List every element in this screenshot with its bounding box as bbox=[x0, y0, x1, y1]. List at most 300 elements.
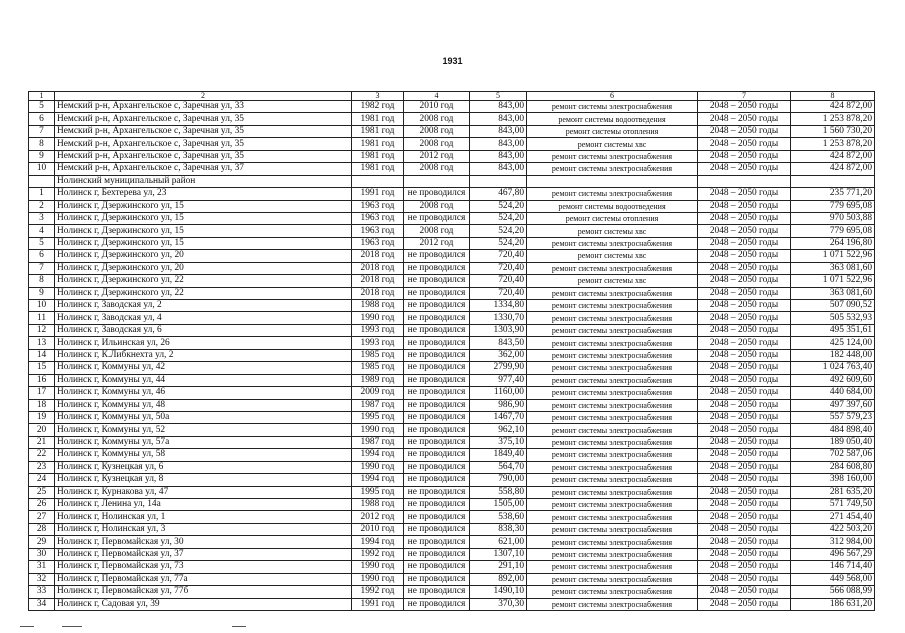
table-row bbox=[29, 125, 875, 137]
work-type-cell: ремонт системы электроснабжения bbox=[527, 337, 698, 349]
row-number: 22 bbox=[29, 449, 55, 461]
table-row bbox=[29, 486, 875, 498]
table-row bbox=[29, 598, 875, 610]
address-cell: Нолинск г, Дзержинского ул, 15 bbox=[55, 212, 352, 224]
row-number: 26 bbox=[29, 499, 55, 511]
area-cell: 370,30 bbox=[470, 598, 527, 610]
period-cell: 2048 – 2050 годы bbox=[698, 138, 791, 150]
work-type-cell: ремонт системы электроснабжения bbox=[527, 237, 698, 249]
work-type-cell: ремонт системы электроснабжения bbox=[527, 362, 698, 374]
cost-cell: 424 872,00 bbox=[791, 163, 875, 175]
address-cell: Нолинск г, Коммуны ул, 58 bbox=[55, 449, 352, 461]
row-number: 27 bbox=[29, 511, 55, 523]
area-cell: 524,20 bbox=[470, 200, 527, 212]
row-number: 18 bbox=[29, 399, 55, 411]
row-number: 17 bbox=[29, 387, 55, 399]
last-repair-cell: не проводился bbox=[404, 287, 470, 299]
table-row bbox=[29, 138, 875, 150]
built-year-cell: 1981 год bbox=[352, 125, 404, 137]
address-cell: Немский р-н, Архангельское с, Заречная ул, 33 bbox=[55, 101, 352, 113]
table-row bbox=[29, 175, 875, 187]
work-type-cell: ремонт системы отопления bbox=[527, 125, 698, 137]
period-cell: 2048 – 2050 годы bbox=[698, 548, 791, 560]
address-cell: Нолинск г, Первомайская ул, 77а bbox=[55, 573, 352, 585]
table-row bbox=[29, 349, 875, 361]
last-repair-cell: не проводился bbox=[404, 511, 470, 523]
area-cell: 524,20 bbox=[470, 225, 527, 237]
row-number: 5 bbox=[29, 237, 55, 249]
row-number: 14 bbox=[29, 349, 55, 361]
table-row bbox=[29, 188, 875, 200]
work-type-cell: ремонт системы электроснабжения bbox=[527, 548, 698, 560]
table-row bbox=[29, 101, 875, 113]
built-year-cell: 1989 год bbox=[352, 374, 404, 386]
area-cell bbox=[470, 175, 527, 187]
area-cell: 1505,00 bbox=[470, 499, 527, 511]
row-number: 33 bbox=[29, 586, 55, 598]
row-number: 21 bbox=[29, 436, 55, 448]
built-year-cell: 1982 год bbox=[352, 101, 404, 113]
work-type-cell: ремонт системы водоотведения bbox=[527, 200, 698, 212]
period-cell: 2048 – 2050 годы bbox=[698, 511, 791, 523]
table-row bbox=[29, 436, 875, 448]
last-repair-cell: не проводился bbox=[404, 436, 470, 448]
work-type-cell: ремонт системы хвс bbox=[527, 275, 698, 287]
cost-cell: 189 050,40 bbox=[791, 436, 875, 448]
address-cell: Нолинск г, Нолинская ул, 3 bbox=[55, 523, 352, 535]
row-number: 16 bbox=[29, 374, 55, 386]
row-number: 19 bbox=[29, 411, 55, 423]
built-year-cell: 1990 год bbox=[352, 561, 404, 573]
table-row bbox=[29, 461, 875, 473]
work-type-cell: ремонт системы электроснабжения bbox=[527, 523, 698, 535]
address-cell: Нолинск г, Ленина ул, 14а bbox=[55, 499, 352, 511]
address-cell: Нолинск г, Коммуны ул, 52 bbox=[55, 424, 352, 436]
work-type-cell: ремонт системы водоотведения bbox=[527, 113, 698, 125]
built-year-cell: 1985 год bbox=[352, 362, 404, 374]
table-body bbox=[29, 92, 875, 611]
address-cell: Нолинск г, Коммуны ул, 57а bbox=[55, 436, 352, 448]
cost-cell: 779 695,08 bbox=[791, 225, 875, 237]
work-type-cell: ремонт системы электроснабжения bbox=[527, 262, 698, 274]
cost-cell: 422 503,20 bbox=[791, 523, 875, 535]
cost-cell: 702 587,06 bbox=[791, 449, 875, 461]
row-number: 23 bbox=[29, 461, 55, 473]
table-row bbox=[29, 312, 875, 324]
period-cell: 2048 – 2050 годы bbox=[698, 125, 791, 137]
built-year-cell: 2009 год bbox=[352, 387, 404, 399]
built-year-cell: 1963 год bbox=[352, 225, 404, 237]
row-number: 24 bbox=[29, 474, 55, 486]
row-number: 13 bbox=[29, 337, 55, 349]
header-cell: 5 bbox=[470, 92, 527, 101]
cost-cell: 440 684,00 bbox=[791, 387, 875, 399]
work-type-cell: ремонт системы электроснабжения bbox=[527, 324, 698, 336]
table-row bbox=[29, 262, 875, 274]
area-cell: 621,00 bbox=[470, 536, 527, 548]
address-cell: Нолинск г, Ильинская ул, 26 bbox=[55, 337, 352, 349]
built-year-cell: 2012 год bbox=[352, 511, 404, 523]
work-type-cell: ремонт системы электроснабжения bbox=[527, 486, 698, 498]
work-type-cell bbox=[527, 175, 698, 187]
built-year-cell: 1992 год bbox=[352, 586, 404, 598]
address-cell: Нолинск г, Дзержинского ул, 22 bbox=[55, 287, 352, 299]
area-cell: 524,20 bbox=[470, 237, 527, 249]
period-cell: 2048 – 2050 годы bbox=[698, 275, 791, 287]
cost-cell: 284 608,80 bbox=[791, 461, 875, 473]
row-number: 12 bbox=[29, 324, 55, 336]
address-cell: Нолинск г, Дзержинского ул, 20 bbox=[55, 250, 352, 262]
period-cell: 2048 – 2050 годы bbox=[698, 461, 791, 473]
row-number: 10 bbox=[29, 163, 55, 175]
row-number: 31 bbox=[29, 561, 55, 573]
row-number: 34 bbox=[29, 598, 55, 610]
header-cell: 3 bbox=[352, 92, 404, 101]
last-repair-cell: 2008 год bbox=[404, 138, 470, 150]
header-cell: 8 bbox=[791, 92, 875, 101]
area-cell: 1303,90 bbox=[470, 324, 527, 336]
cost-cell: 363 081,60 bbox=[791, 287, 875, 299]
period-cell: 2048 – 2050 годы bbox=[698, 237, 791, 249]
row-number: 15 bbox=[29, 362, 55, 374]
table-row bbox=[29, 337, 875, 349]
table-row bbox=[29, 113, 875, 125]
cost-cell: 398 160,00 bbox=[791, 474, 875, 486]
work-type-cell: ремонт системы электроснабжения bbox=[527, 312, 698, 324]
address-cell: Нолинск г, Дзержинского ул, 22 bbox=[55, 275, 352, 287]
last-repair-cell: не проводился bbox=[404, 387, 470, 399]
built-year-cell: 1994 год bbox=[352, 536, 404, 548]
period-cell: 2048 – 2050 годы bbox=[698, 250, 791, 262]
last-repair-cell: не проводился bbox=[404, 374, 470, 386]
address-cell: Нолинск г, Первомайская ул, 77б bbox=[55, 586, 352, 598]
work-type-cell: ремонт системы электроснабжения bbox=[527, 101, 698, 113]
cost-cell: 497 397,60 bbox=[791, 399, 875, 411]
table-row bbox=[29, 250, 875, 262]
address-cell: Нолинск г, Дзержинского ул, 15 bbox=[55, 200, 352, 212]
period-cell: 2048 – 2050 годы bbox=[698, 598, 791, 610]
row-number: 29 bbox=[29, 536, 55, 548]
cost-cell: 1 253 878,20 bbox=[791, 113, 875, 125]
cost-cell: 271 454,40 bbox=[791, 511, 875, 523]
period-cell: 2048 – 2050 годы bbox=[698, 150, 791, 162]
cost-cell: 363 081,60 bbox=[791, 262, 875, 274]
area-cell: 538,60 bbox=[470, 511, 527, 523]
period-cell: 2048 – 2050 годы bbox=[698, 362, 791, 374]
cost-cell: 281 635,20 bbox=[791, 486, 875, 498]
address-cell: Нолинск г, Курнакова ул, 47 bbox=[55, 486, 352, 498]
area-cell: 843,50 bbox=[470, 337, 527, 349]
header-row bbox=[29, 92, 875, 101]
work-type-cell: ремонт системы электроснабжения bbox=[527, 150, 698, 162]
last-repair-cell: не проводился bbox=[404, 561, 470, 573]
period-cell: 2048 – 2050 годы bbox=[698, 287, 791, 299]
scan-mark bbox=[232, 626, 246, 627]
address-cell: Немский р-н, Архангельское с, Заречная ул, 35 bbox=[55, 125, 352, 137]
work-type-cell: ремонт системы электроснабжения bbox=[527, 474, 698, 486]
area-cell: 1330,70 bbox=[470, 312, 527, 324]
row-number: 25 bbox=[29, 486, 55, 498]
cost-cell: 146 714,40 bbox=[791, 561, 875, 573]
address-cell: Нолинск г, Дзержинского ул, 15 bbox=[55, 225, 352, 237]
work-type-cell: ремонт системы электроснабжения bbox=[527, 374, 698, 386]
cost-cell: 1 071 522,96 bbox=[791, 275, 875, 287]
period-cell: 2048 – 2050 годы bbox=[698, 399, 791, 411]
period-cell: 2048 – 2050 годы bbox=[698, 324, 791, 336]
table-row bbox=[29, 225, 875, 237]
cost-cell: 424 872,00 bbox=[791, 150, 875, 162]
cost-cell: 425 124,00 bbox=[791, 337, 875, 349]
work-type-cell: ремонт системы электроснабжения bbox=[527, 561, 698, 573]
last-repair-cell: 2008 год bbox=[404, 113, 470, 125]
work-type-cell: ремонт системы хвс bbox=[527, 225, 698, 237]
cost-cell: 484 898,40 bbox=[791, 424, 875, 436]
built-year-cell: 1963 год bbox=[352, 237, 404, 249]
work-type-cell: ремонт системы электроснабжения bbox=[527, 499, 698, 511]
cost-cell: 496 567,29 bbox=[791, 548, 875, 560]
row-number bbox=[29, 175, 55, 187]
address-cell: Нолинск г, Заводская ул, 6 bbox=[55, 324, 352, 336]
last-repair-cell: не проводился bbox=[404, 536, 470, 548]
last-repair-cell: не проводился bbox=[404, 349, 470, 361]
work-type-cell: ремонт системы электроснабжения bbox=[527, 387, 698, 399]
period-cell: 2048 – 2050 годы bbox=[698, 374, 791, 386]
period-cell: 2048 – 2050 годы bbox=[698, 436, 791, 448]
last-repair-cell: не проводился bbox=[404, 523, 470, 535]
address-cell: Нолинск г, Коммуны ул, 46 bbox=[55, 387, 352, 399]
capital-repair-table bbox=[28, 91, 875, 611]
work-type-cell: ремонт системы электроснабжения bbox=[527, 598, 698, 610]
table-row bbox=[29, 300, 875, 312]
period-cell: 2048 – 2050 годы bbox=[698, 486, 791, 498]
work-type-cell: ремонт системы электроснабжения bbox=[527, 511, 698, 523]
last-repair-cell: не проводился bbox=[404, 337, 470, 349]
period-cell bbox=[698, 175, 791, 187]
area-cell: 843,00 bbox=[470, 138, 527, 150]
row-number: 11 bbox=[29, 312, 55, 324]
built-year-cell: 2018 год bbox=[352, 287, 404, 299]
cost-cell: 264 196,80 bbox=[791, 237, 875, 249]
page-number: 1931 bbox=[442, 56, 463, 66]
area-cell: 843,00 bbox=[470, 163, 527, 175]
built-year-cell: 1988 год bbox=[352, 300, 404, 312]
period-cell: 2048 – 2050 годы bbox=[698, 225, 791, 237]
work-type-cell: ремонт системы электроснабжения bbox=[527, 461, 698, 473]
table-row bbox=[29, 499, 875, 511]
last-repair-cell: не проводился bbox=[404, 324, 470, 336]
area-cell: 962,10 bbox=[470, 424, 527, 436]
built-year-cell: 1987 год bbox=[352, 399, 404, 411]
last-repair-cell: не проводился bbox=[404, 250, 470, 262]
period-cell: 2048 – 2050 годы bbox=[698, 573, 791, 585]
period-cell: 2048 – 2050 годы bbox=[698, 212, 791, 224]
cost-cell: 449 568,00 bbox=[791, 573, 875, 585]
period-cell: 2048 – 2050 годы bbox=[698, 349, 791, 361]
work-type-cell: ремонт системы электроснабжения bbox=[527, 424, 698, 436]
row-number: 3 bbox=[29, 212, 55, 224]
last-repair-cell: не проводился bbox=[404, 449, 470, 461]
area-cell: 838,30 bbox=[470, 523, 527, 535]
row-number: 9 bbox=[29, 287, 55, 299]
period-cell: 2048 – 2050 годы bbox=[698, 424, 791, 436]
period-cell: 2048 – 2050 годы bbox=[698, 312, 791, 324]
last-repair-cell: не проводился bbox=[404, 424, 470, 436]
table-row bbox=[29, 387, 875, 399]
area-cell: 977,40 bbox=[470, 374, 527, 386]
address-cell: Нолинск г, Кузнецкая ул, 8 bbox=[55, 474, 352, 486]
last-repair-cell bbox=[404, 175, 470, 187]
cost-cell: 182 448,00 bbox=[791, 349, 875, 361]
area-cell: 564,70 bbox=[470, 461, 527, 473]
table-row bbox=[29, 511, 875, 523]
address-cell: Нолинский муниципальный район bbox=[55, 175, 352, 187]
cost-cell: 495 351,61 bbox=[791, 324, 875, 336]
area-cell: 720,40 bbox=[470, 250, 527, 262]
built-year-cell: 2010 год bbox=[352, 523, 404, 535]
address-cell: Нолинск г, Дзержинского ул, 15 bbox=[55, 237, 352, 249]
area-cell: 362,00 bbox=[470, 349, 527, 361]
period-cell: 2048 – 2050 годы bbox=[698, 101, 791, 113]
last-repair-cell: не проводился bbox=[404, 275, 470, 287]
table-row bbox=[29, 275, 875, 287]
last-repair-cell: не проводился bbox=[404, 188, 470, 200]
last-repair-cell: не проводился bbox=[404, 598, 470, 610]
last-repair-cell: 2008 год bbox=[404, 225, 470, 237]
address-cell: Нолинск г, Кузнецкая ул, 6 bbox=[55, 461, 352, 473]
address-cell: Нолинск г, Коммуны ул, 48 bbox=[55, 399, 352, 411]
built-year-cell: 2018 год bbox=[352, 262, 404, 274]
period-cell: 2048 – 2050 годы bbox=[698, 586, 791, 598]
area-cell: 720,40 bbox=[470, 262, 527, 274]
row-number: 7 bbox=[29, 262, 55, 274]
address-cell: Нолинск г, Заводская ул, 4 bbox=[55, 312, 352, 324]
work-type-cell: ремонт системы электроснабжения bbox=[527, 399, 698, 411]
address-cell: Немский р-н, Архангельское с, Заречная ул, 35 bbox=[55, 138, 352, 150]
cost-cell bbox=[791, 175, 875, 187]
address-cell: Немский р-н, Архангельское с, Заречная ул, 37 bbox=[55, 163, 352, 175]
period-cell: 2048 – 2050 годы bbox=[698, 474, 791, 486]
built-year-cell: 1990 год bbox=[352, 424, 404, 436]
scan-mark bbox=[62, 626, 82, 627]
built-year-cell: 2018 год bbox=[352, 275, 404, 287]
period-cell: 2048 – 2050 годы bbox=[698, 561, 791, 573]
address-cell: Немский р-н, Архангельское с, Заречная ул, 35 bbox=[55, 150, 352, 162]
last-repair-cell: не проводился bbox=[404, 362, 470, 374]
period-cell: 2048 – 2050 годы bbox=[698, 188, 791, 200]
area-cell: 720,40 bbox=[470, 275, 527, 287]
scan-edge-marks bbox=[20, 624, 320, 630]
cost-cell: 1 071 522,96 bbox=[791, 250, 875, 262]
last-repair-cell: не проводился bbox=[404, 573, 470, 585]
row-number: 32 bbox=[29, 573, 55, 585]
work-type-cell: ремонт системы отопления bbox=[527, 212, 698, 224]
last-repair-cell: 2012 год bbox=[404, 237, 470, 249]
address-cell: Нолинск г, Первомайская ул, 37 bbox=[55, 548, 352, 560]
table-row bbox=[29, 374, 875, 386]
table-row bbox=[29, 399, 875, 411]
period-cell: 2048 – 2050 годы bbox=[698, 449, 791, 461]
period-cell: 2048 – 2050 годы bbox=[698, 499, 791, 511]
header-cell: 7 bbox=[698, 92, 791, 101]
cost-cell: 779 695,08 bbox=[791, 200, 875, 212]
area-cell: 291,10 bbox=[470, 561, 527, 573]
last-repair-cell: 2008 год bbox=[404, 125, 470, 137]
area-cell: 843,00 bbox=[470, 113, 527, 125]
period-cell: 2048 – 2050 годы bbox=[698, 387, 791, 399]
last-repair-cell: не проводился bbox=[404, 312, 470, 324]
built-year-cell: 1990 год bbox=[352, 461, 404, 473]
row-number: 7 bbox=[29, 125, 55, 137]
table-row bbox=[29, 424, 875, 436]
row-number: 10 bbox=[29, 300, 55, 312]
area-cell: 720,40 bbox=[470, 287, 527, 299]
cost-cell: 235 771,20 bbox=[791, 188, 875, 200]
address-cell: Нолинск г, Коммуны ул, 44 bbox=[55, 374, 352, 386]
table-row bbox=[29, 163, 875, 175]
row-number: 20 bbox=[29, 424, 55, 436]
row-number: 2 bbox=[29, 200, 55, 212]
last-repair-cell: 2010 год bbox=[404, 101, 470, 113]
work-type-cell: ремонт системы хвс bbox=[527, 138, 698, 150]
period-cell: 2048 – 2050 годы bbox=[698, 163, 791, 175]
address-cell: Нолинск г, Нолинская ул, 1 bbox=[55, 511, 352, 523]
last-repair-cell: 2008 год bbox=[404, 200, 470, 212]
area-cell: 1307,10 bbox=[470, 548, 527, 560]
row-number: 8 bbox=[29, 275, 55, 287]
cost-cell: 424 872,00 bbox=[791, 101, 875, 113]
area-cell: 558,80 bbox=[470, 486, 527, 498]
row-number: 1 bbox=[29, 188, 55, 200]
last-repair-cell: не проводился bbox=[404, 262, 470, 274]
cost-cell: 186 631,20 bbox=[791, 598, 875, 610]
work-type-cell: ремонт системы электроснабжения bbox=[527, 449, 698, 461]
address-cell: Нолинск г, Первомайская ул, 30 bbox=[55, 536, 352, 548]
built-year-cell: 1990 год bbox=[352, 312, 404, 324]
address-cell: Нолинск г, Бехтерева ул, 23 bbox=[55, 188, 352, 200]
last-repair-cell: не проводился bbox=[404, 411, 470, 423]
address-cell: Нолинск г, Коммуны ул, 50а bbox=[55, 411, 352, 423]
address-cell: Нолинск г, Садовая ул, 39 bbox=[55, 598, 352, 610]
area-cell: 843,00 bbox=[470, 125, 527, 137]
period-cell: 2048 – 2050 годы bbox=[698, 523, 791, 535]
last-repair-cell: не проводился bbox=[404, 399, 470, 411]
table-row bbox=[29, 287, 875, 299]
row-number: 28 bbox=[29, 523, 55, 535]
period-cell: 2048 – 2050 годы bbox=[698, 411, 791, 423]
area-cell: 843,00 bbox=[470, 101, 527, 113]
table-row bbox=[29, 548, 875, 560]
cost-cell: 507 090,52 bbox=[791, 300, 875, 312]
row-number: 4 bbox=[29, 225, 55, 237]
built-year-cell: 1995 год bbox=[352, 486, 404, 498]
area-cell: 2799,90 bbox=[470, 362, 527, 374]
table-row bbox=[29, 411, 875, 423]
table-row bbox=[29, 474, 875, 486]
header-cell: 1 bbox=[29, 92, 55, 101]
built-year-cell: 1981 год bbox=[352, 163, 404, 175]
area-cell: 1160,00 bbox=[470, 387, 527, 399]
built-year-cell: 1963 год bbox=[352, 212, 404, 224]
work-type-cell: ремонт системы электроснабжения bbox=[527, 436, 698, 448]
period-cell: 2048 – 2050 годы bbox=[698, 200, 791, 212]
row-number: 6 bbox=[29, 113, 55, 125]
work-type-cell: ремонт системы электроснабжения bbox=[527, 586, 698, 598]
area-cell: 1490,10 bbox=[470, 586, 527, 598]
address-cell: Нолинск г, Коммуны ул, 42 bbox=[55, 362, 352, 374]
table-row bbox=[29, 150, 875, 162]
work-type-cell: ремонт системы электроснабжения bbox=[527, 411, 698, 423]
period-cell: 2048 – 2050 годы bbox=[698, 337, 791, 349]
